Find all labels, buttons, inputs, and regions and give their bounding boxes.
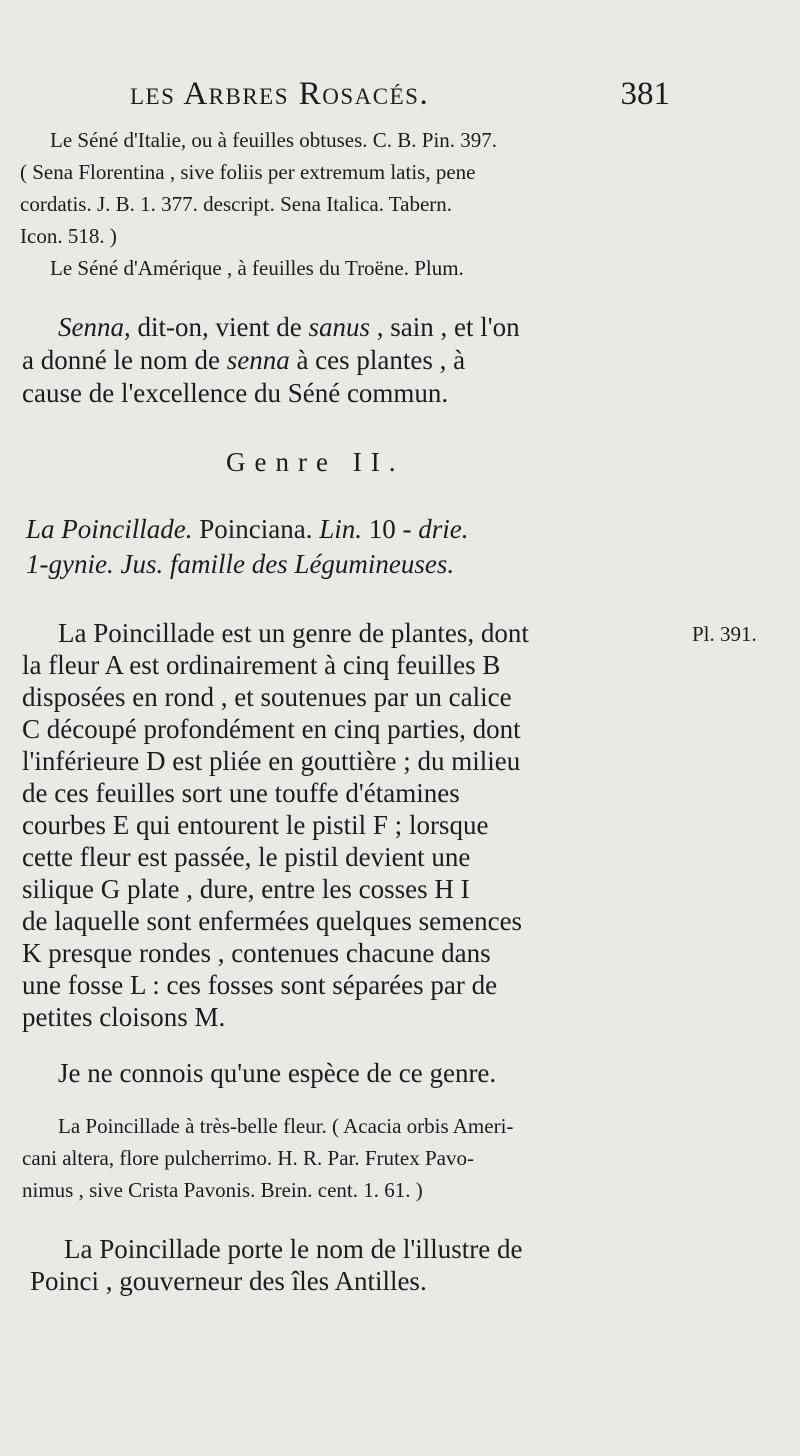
synonym-line: cordatis. J. B. 1. 377. descript. Sena Italica. Tabern. <box>20 192 453 216</box>
plate-reference: Pl. 391. <box>692 622 757 646</box>
text-run: Lin. <box>319 514 362 544</box>
description-line: silique G plate , dure, entre les cosses H I <box>22 874 470 904</box>
description-line: petites cloisons M. <box>22 1002 226 1032</box>
species-note: Je ne connois qu'une espèce de ce genre. <box>58 1058 497 1088</box>
page-number: 381 <box>620 76 670 112</box>
text-run: a donné le nom de <box>22 345 227 375</box>
description-line: courbes E qui entourent le pistil F ; lorsque <box>22 810 489 840</box>
description-line: la fleur A est ordinairement à cinq feuilles B <box>22 650 501 680</box>
text-run: La Poincillade. <box>26 514 193 544</box>
description-line: K presque rondes , contenues chacune dans <box>22 938 491 968</box>
synonym-line: La Poincillade à très-belle fleur. ( Acacia orbis Ameri- <box>58 1114 514 1138</box>
description-line: de ces feuilles sort une touffe d'étamines <box>22 778 460 808</box>
genre-title-line <box>26 514 469 545</box>
closing-line: La Poincillade porte le nom de l'illustre de <box>64 1234 523 1264</box>
text-run: 10 - <box>362 514 419 544</box>
text-run: drie. <box>418 514 469 544</box>
synonym-line: ( Sena Florentina , sive foliis per extremum latis, pene <box>20 160 476 184</box>
term-senna: Senna <box>58 312 124 342</box>
text-run: Poinciana. <box>192 514 320 544</box>
running-head-title: les Arbres Rosacés. <box>130 76 430 112</box>
synonym-line: Le Séné d'Italie, ou à feuilles obtuses. C. B. Pin. 397. <box>50 128 498 152</box>
etymology-line: cause de l'excellence du Séné commun. <box>22 378 449 408</box>
genre-title-line: 1-gynie. Jus. famille des Légumineuses. <box>26 549 455 579</box>
description-line: de laquelle sont enfermées quelques semences <box>22 906 523 936</box>
synonym-line: Le Séné d'Amérique , à feuilles du Troëne. Plum. <box>50 256 464 280</box>
etymology-line <box>22 345 465 376</box>
etymology-line <box>58 312 520 343</box>
description-line: disposées en rond , et soutenues par un calice <box>22 682 512 712</box>
closing-line: Poinci , gouverneur des îles Antilles. <box>30 1266 427 1296</box>
synonym-line: cani altera, flore pulcherrimo. H. R. Par. Frutex Pavo- <box>22 1146 474 1170</box>
description-line: cette fleur est passée, le pistil devient une <box>22 842 471 872</box>
description-line: La Poincillade est un genre de plantes, dont <box>58 618 529 648</box>
synonym-line: Icon. 518. ) <box>20 224 117 248</box>
description-line: l'inférieure D est pliée en gouttière ; du milieu <box>22 746 521 776</box>
text-run: à ces plantes , à <box>289 345 466 375</box>
description-line: une fosse L : ces fosses sont séparées par de <box>22 970 498 1000</box>
genre-heading: Genre II. <box>226 447 405 477</box>
description-line: C découpé profondément en cinq parties, dont <box>22 714 521 744</box>
text-run: , dit-on, vient de <box>123 312 309 342</box>
running-head <box>130 76 670 120</box>
term-sanus: sanus <box>308 312 370 342</box>
synonym-line: nimus , sive Crista Pavonis. Brein. cent. 1. 61. ) <box>22 1178 423 1202</box>
term-senna: senna <box>226 345 290 375</box>
text-run: , sain , et l'on <box>369 312 520 342</box>
